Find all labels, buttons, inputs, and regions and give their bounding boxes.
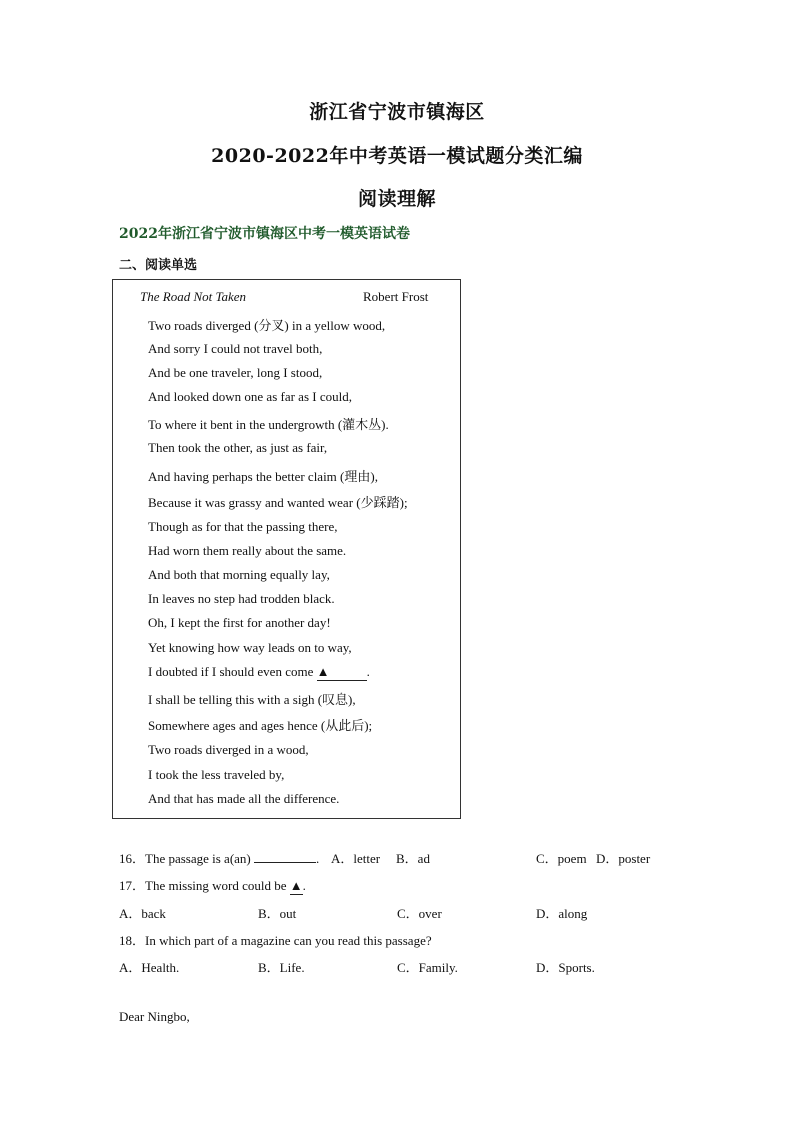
option-17-d[interactable]: D．along [536,906,588,921]
option-18-c[interactable]: C．Family. [397,960,458,975]
question-17 [119,875,306,895]
question-16-period: . [316,851,320,866]
question-17-period: . [302,878,306,893]
option-16-c[interactable]: C．poem [536,851,587,866]
poem-line-with-blank [148,664,370,681]
poem-line: And both that morning equally lay, [148,567,330,582]
poem-box [112,279,461,819]
poem-line: Then took the other, as just as fair, [148,440,328,455]
poem-line: Two roads diverged in a wood, [148,742,309,757]
poem-line: In leaves no step had trodden black. [148,591,335,606]
option-17-a[interactable]: A．back [119,906,166,921]
poem-line: Because it was grassy and wanted wear (少踩踏); [148,495,408,510]
poem-title: The Road Not Taken [140,289,247,304]
poem-line: And having perhaps the better claim (理由), [148,469,378,484]
poem-line: Though as for that the passing there, [148,519,338,534]
letter-salutation: Dear Ningbo, [119,1009,190,1024]
question-16-blank[interactable] [254,862,316,863]
poem-line: And looked down one as far as I could, [148,389,352,404]
poem-line: I took the less traveled by, [148,767,285,782]
poem-line: To where it bent in the undergrowth (灌木丛). [148,417,389,432]
blank-trailing: . [366,664,370,679]
poem-author: Robert Frost [363,289,429,304]
poem-line: Oh, I kept the first for another day! [148,615,331,630]
question-16 [119,848,319,867]
document-title-years: 2020-2022年中考英语一模试题分类汇编 [211,145,583,167]
question-17-stem: 17．The missing word could be [119,878,290,893]
option-18-a[interactable]: A．Health. [119,960,180,975]
answer-blank[interactable] [317,664,367,681]
document-title-topic: 阅读理解 [357,188,436,210]
question-16-stem: 16．The passage is a(an) [119,851,255,866]
poem-line: Two roads diverged (分叉) in a yellow wood, [148,318,386,333]
option-16-a[interactable]: A．letter [331,851,381,866]
option-16-b[interactable]: B．ad [396,851,430,866]
option-16-d[interactable]: D．poster [596,851,651,866]
poem-line: Somewhere ages and ages hence (从此后); [148,718,373,733]
option-18-d[interactable]: D．Sports. [536,960,595,975]
question-17-marker: ▲ [289,878,303,893]
document-title-region: 浙江省宁波市镇海区 [309,101,485,123]
option-18-b[interactable]: B．Life. [258,960,305,975]
poem-line: Had worn them really about the same. [148,543,347,558]
poem-line: I shall be telling this with a sigh (叹息), [148,692,356,707]
question-18-stem: 18．In which part of a magazine can you read this passage? [119,933,432,948]
exam-heading: 2022年浙江省宁波市镇海区中考一模英语试卷 [119,226,410,242]
poem-line: And sorry I could not travel both, [148,341,323,356]
poem-line: Yet knowing how way leads on to way, [148,640,352,655]
poem-line: And be one traveler, long I stood, [148,365,323,380]
poem-line: And that has made all the difference. [148,791,340,806]
section-label: 二、阅读单选 [119,258,198,273]
blank-marker: ▲ [316,664,330,679]
option-17-c[interactable]: C．over [397,906,442,921]
option-17-b[interactable]: B．out [258,906,297,921]
poem-line-text: I doubted if I should even come [148,664,317,679]
